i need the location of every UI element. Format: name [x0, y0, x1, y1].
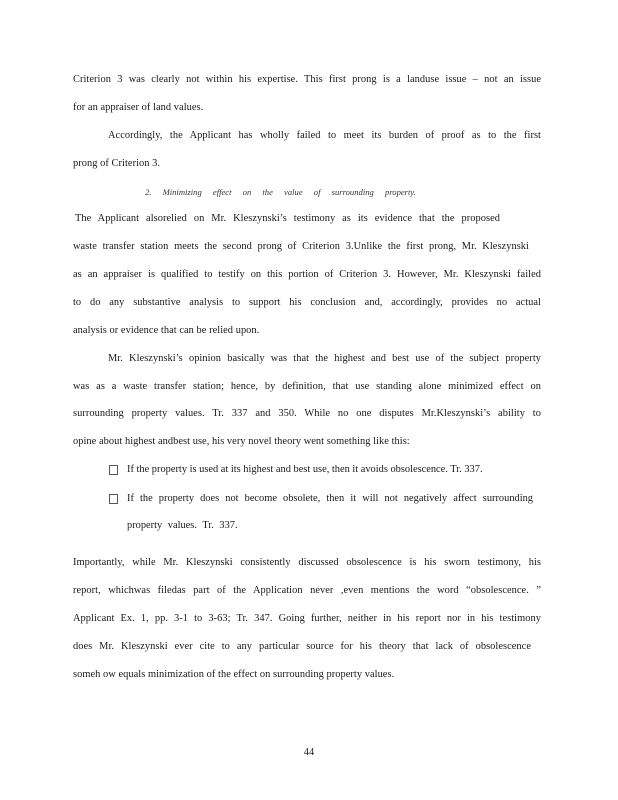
paragraph-5-line-4: does Mr. Kleszynski ever cite to any particular source for his theory that lack of obsolescence	[73, 641, 531, 652]
paragraph-3-line-1: The Applicant alsorelied on Mr. Kleszynski’s testimony as its evidence that the proposed	[75, 213, 500, 224]
bullet-box-icon	[109, 465, 118, 475]
paragraph-5-line-5: someh ow equals minimization of the effect on surrounding property values.	[73, 669, 395, 680]
paragraph-5-line-1: Importantly, while Mr. Kleszynski consistently discussed obsolescence is his sworn testimony, his	[73, 557, 541, 568]
paragraph-4-line-2: was as a waste transfer station; hence, by definition, that use standing alone minimized effect on	[73, 381, 541, 392]
paragraph-3-line-4: to do any substantive analysis to support his conclusion and, accordingly, provides no actual	[73, 297, 541, 308]
paragraph-2-line-1: Accordingly, the Applicant has wholly failed to meet its burden of proof as to the first	[108, 130, 541, 141]
paragraph-4-line-4: opine about highest andbest use, his very novel theory went something like this:	[73, 436, 410, 447]
section-heading: 2. Minimizing effect on the value of surrounding property.	[145, 187, 416, 197]
paragraph-3-line-2: waste transfer station meets the second prong of Criterion 3.Unlike the first prong, Mr. Kleszynski	[73, 241, 529, 252]
paragraph-5-line-2: report, whichwas filedas part of the Application never ,even mentions the word “obsolescence. ”	[73, 585, 541, 596]
paragraph-5-line-3: Applicant Ex. 1, pp. 3-1 to 3-63; Tr. 347. Going further, neither in his report nor in his testimony	[73, 613, 541, 624]
bullet-2-continuation: property values. Tr. 337.	[127, 520, 238, 531]
paragraph-3-line-3: as an appraiser is qualified to testify on this portion of Criterion 3. However, Mr. Kleszynski failed	[73, 269, 541, 280]
page-number: 44	[303, 747, 315, 758]
bullet-box-icon	[109, 494, 118, 504]
paragraph-4-line-3: surrounding property values. Tr. 337 and 350. While no one disputes Mr.Kleszynski’s ability to	[73, 408, 541, 419]
bullet-text-2: If the property does not become obsolete, then it will not negatively affect surrounding	[127, 493, 533, 504]
bullet-text-1: If the property is used at its highest and best use, then it avoids obsolescence. Tr. 337.	[127, 464, 483, 475]
paragraph-3-line-5: analysis or evidence that can be relied upon.	[73, 325, 260, 336]
paragraph-1-line-2: for an appraiser of land values.	[73, 102, 204, 113]
paragraph-4-line-1: Mr. Kleszynski’s opinion basically was that the highest and best use of the subject property	[108, 353, 541, 364]
paragraph-2-line-2: prong of Criterion 3.	[73, 158, 161, 169]
paragraph-1-line-1: Criterion 3 was clearly not within his expertise. This first prong is a landuse issue – not an issue	[73, 74, 541, 85]
